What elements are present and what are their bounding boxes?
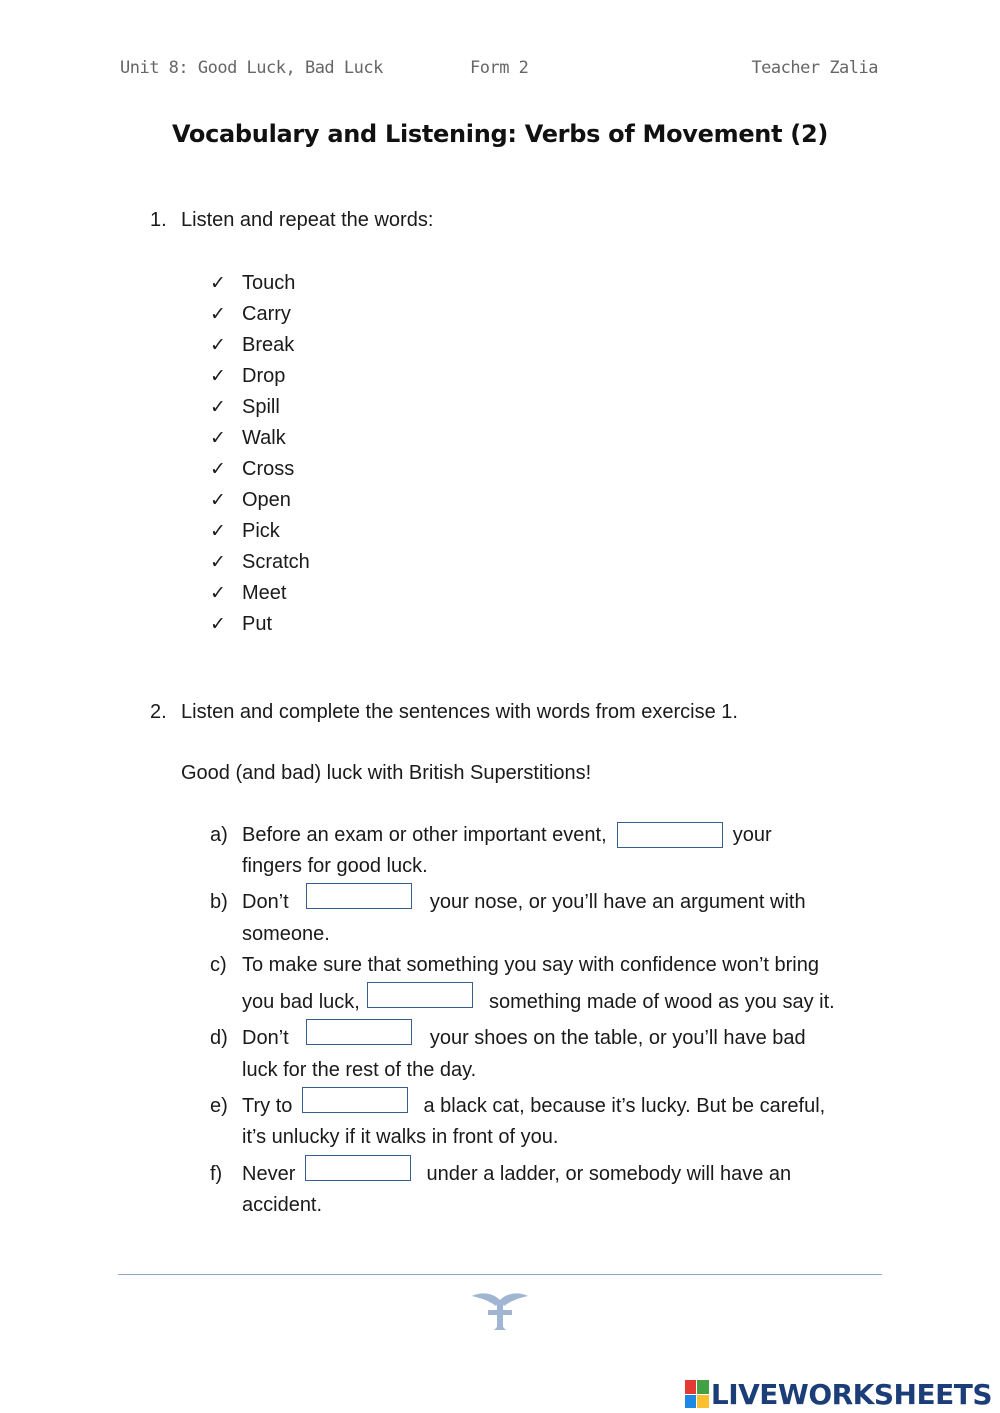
word: Touch <box>242 272 296 294</box>
check-icon: ✓ <box>210 490 226 511</box>
check-icon: ✓ <box>210 614 226 635</box>
sentence-text-before: Don’t <box>242 1027 289 1049</box>
sentence-text-before: Before an exam or other important event, <box>242 824 607 846</box>
check-icon: ✓ <box>210 397 226 418</box>
word: Cross <box>242 458 295 480</box>
word: Spill <box>242 396 280 418</box>
check-icon: ✓ <box>210 428 226 449</box>
sentence-text-before: Never <box>242 1163 296 1185</box>
exercise-subtitle: Good (and bad) luck with British Superstitions! <box>181 762 592 784</box>
sentence-text-after: your nose, or you’ll have an argument with <box>429 891 806 913</box>
answer-blank[interactable] <box>617 822 723 848</box>
check-icon: ✓ <box>210 304 226 325</box>
sentence-line: luck for the rest of the day. <box>242 1059 477 1081</box>
word: Break <box>242 334 295 356</box>
word: Open <box>242 489 291 511</box>
exercise-number: 1. <box>150 209 167 231</box>
sentence-text-after: your <box>732 824 772 846</box>
sentence-text-after: a black cat, because it’s lucky. But be careful, <box>423 1095 826 1117</box>
check-icon: ✓ <box>210 273 226 294</box>
sentence-line <box>242 1093 825 1119</box>
page-title: Vocabulary and Listening: Verbs of Movement (2) <box>171 120 829 148</box>
fleuron-ornament-icon <box>470 1290 530 1334</box>
sentence-line <box>242 889 806 915</box>
sentence-line: accident. <box>242 1194 323 1216</box>
answer-blank[interactable] <box>306 883 412 909</box>
sentence-text-before: Don’t <box>242 891 289 913</box>
answer-blank[interactable] <box>306 1019 412 1045</box>
word: Walk <box>242 427 286 449</box>
check-icon: ✓ <box>210 366 226 387</box>
sentence-text-after: your shoes on the table, or you’ll have bad <box>429 1027 806 1049</box>
word: Scratch <box>242 551 310 573</box>
sentence-line: someone. <box>242 923 330 945</box>
check-icon: ✓ <box>210 335 226 356</box>
check-icon: ✓ <box>210 521 226 542</box>
answer-blank[interactable] <box>302 1087 408 1113</box>
sentence-line: To make sure that something you say with confidence won’t bring <box>242 954 819 976</box>
answer-blank[interactable] <box>305 1155 411 1181</box>
check-icon: ✓ <box>210 583 226 604</box>
exercise-instruction: Listen and repeat the words: <box>181 209 434 231</box>
sentence-letter: a) <box>210 824 228 846</box>
sentence-letter: d) <box>210 1027 228 1049</box>
answer-blank[interactable] <box>367 982 473 1008</box>
sentence-letter: f) <box>210 1163 223 1185</box>
word: Meet <box>242 582 287 604</box>
logo-text: LIVEWORKSHEETS <box>710 1377 992 1411</box>
sentence-line: fingers for good luck. <box>242 855 428 877</box>
exercise-number: 2. <box>150 701 167 723</box>
sentence-text-after: something made of wood as you say it. <box>488 991 835 1013</box>
word: Put <box>242 613 273 635</box>
sentence-letter: c) <box>210 954 227 976</box>
sentence-letter: b) <box>210 891 228 913</box>
sentence-line <box>242 1025 806 1051</box>
header-teacher: Teacher Zalia <box>751 58 878 78</box>
sentence-letter: e) <box>210 1095 228 1117</box>
check-icon: ✓ <box>210 459 226 480</box>
check-icon: ✓ <box>210 552 226 573</box>
word: Pick <box>242 520 280 542</box>
liveworksheets-badge-icon <box>685 1380 709 1408</box>
word: Drop <box>242 365 286 387</box>
header-unit: Unit 8: Good Luck, Bad Luck <box>120 58 383 78</box>
exercise-instruction: Listen and complete the sentences with words from exercise 1. <box>181 701 738 723</box>
sentence-line <box>242 822 772 848</box>
sentence-line: it’s unlucky if it walks in front of you. <box>242 1126 559 1148</box>
sentence-line <box>242 989 835 1015</box>
sentence-text-before: you bad luck, <box>242 991 360 1013</box>
sentence-line <box>242 1161 791 1187</box>
word: Carry <box>242 303 291 325</box>
sentence-text-before: Try to <box>242 1095 293 1117</box>
sentence-text-after: under a ladder, or somebody will have an <box>426 1163 792 1185</box>
header-form: Form 2 <box>470 58 529 78</box>
liveworksheets-logo <box>685 1376 992 1412</box>
footer-divider <box>118 1274 882 1275</box>
